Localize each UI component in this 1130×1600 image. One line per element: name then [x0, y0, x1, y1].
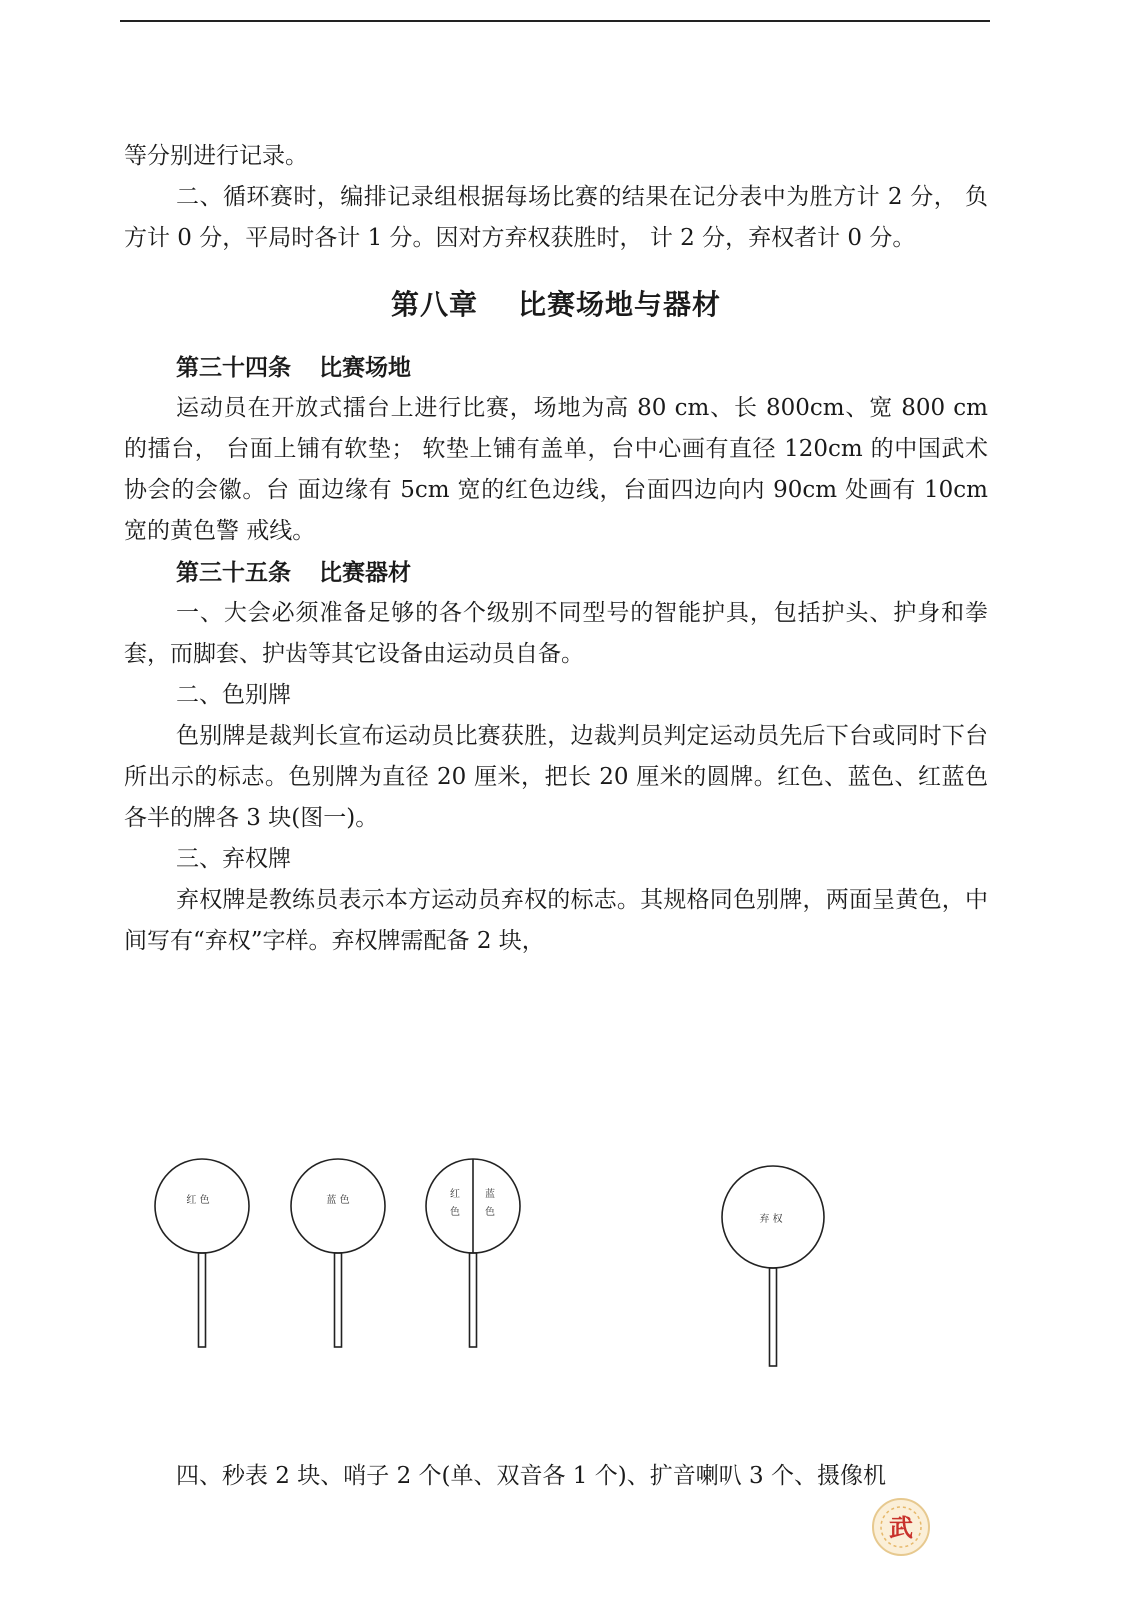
article-35-item4: 四、秒表 2 块、哨子 2 个(单、双音各 1 个)、扩音喇叭 3 个、摄像机 — [176, 1463, 886, 1489]
paddle-half-left-bottom: 色 — [450, 1207, 460, 1218]
article-35-item3-heading: 三、弃权牌 — [176, 846, 291, 872]
paddle-blue-disc — [291, 1159, 385, 1253]
chapter-number: 第八章 — [390, 288, 478, 321]
article-35-item3-body: 弃权牌是教练员表示本方运动员弃权的标志。其规格同色别牌，两面呈黄色，中间写有“弃权”字样。弃权牌需配备 2 块， — [124, 887, 988, 954]
paddle-half-handle — [470, 1253, 477, 1347]
article-35-item2-body: 色别牌是裁判长宣布运动员比赛获胜，边裁判员判定运动员先后下台或同时下台所出示的标志。色别牌为直径 20 厘米，把长 20 厘米的圆牌。红色、蓝色、红蓝色各半的牌各 3 块(图一)。 — [124, 723, 988, 831]
paddle-figure — [140, 1140, 860, 1390]
article-34-heading — [124, 347, 988, 388]
paddle-forfeit-handle — [770, 1268, 777, 1366]
article-35-item2-heading: 二、色别牌 — [176, 682, 291, 708]
article-35-heading — [124, 552, 988, 593]
paddle-blue-label: 蓝 色 — [326, 1195, 350, 1206]
paddle-red-handle — [199, 1253, 206, 1347]
chapter-heading — [124, 277, 988, 333]
paddle-forfeit-label: 弃 权 — [759, 1214, 783, 1225]
wushu-association-logo — [870, 1496, 932, 1558]
article-34-title: 比赛场地 — [319, 354, 411, 381]
article-35-title: 比赛器材 — [319, 559, 411, 586]
logo-char: 武 — [889, 1513, 913, 1542]
paddle-half-left-top: 红 — [450, 1189, 460, 1200]
document-body — [124, 136, 988, 962]
article-34-number: 第三十四条 — [176, 354, 291, 381]
paddle-red-label: 红 色 — [186, 1195, 210, 1206]
paddle-half-right-top: 蓝 — [485, 1189, 495, 1200]
article-34-body: 运动员在开放式擂台上进行比赛，场地为高 80 cm、长 800cm、宽 800 cm 的擂台， 台面上铺有软垫； 软垫上铺有盖单，台中心画有直径 120cm 的中国武术协会的会徽。台 面边缘有 5cm 宽的红色边线，台面四边向内 90cm 处画有 10cm 宽的黄色警 戒线。 — [124, 395, 988, 544]
top-fragment: 等分别进行记录。 — [124, 143, 308, 169]
header-rule — [120, 20, 990, 22]
paddle-blue-handle — [335, 1253, 342, 1347]
paddle-red-disc — [155, 1159, 249, 1253]
article-35-item1: 一、大会必须准备足够的各个级别不同型号的智能护具，包括护头、护身和拳套，而脚套、护齿等其它设备由运动员自备。 — [124, 600, 988, 667]
paddle-half-right-bottom: 色 — [485, 1207, 495, 1218]
article-35-number: 第三十五条 — [176, 559, 291, 586]
para-round-robin: 二、循环赛时，编排记录组根据每场比赛的结果在记分表中为胜方计 2 分， 负方计 0 分，平局时各计 1 分。因对方弃权获胜时， 计 2 分，弃权者计 0 分。 — [124, 184, 988, 251]
chapter-title: 比赛场地与器材 — [518, 288, 722, 321]
